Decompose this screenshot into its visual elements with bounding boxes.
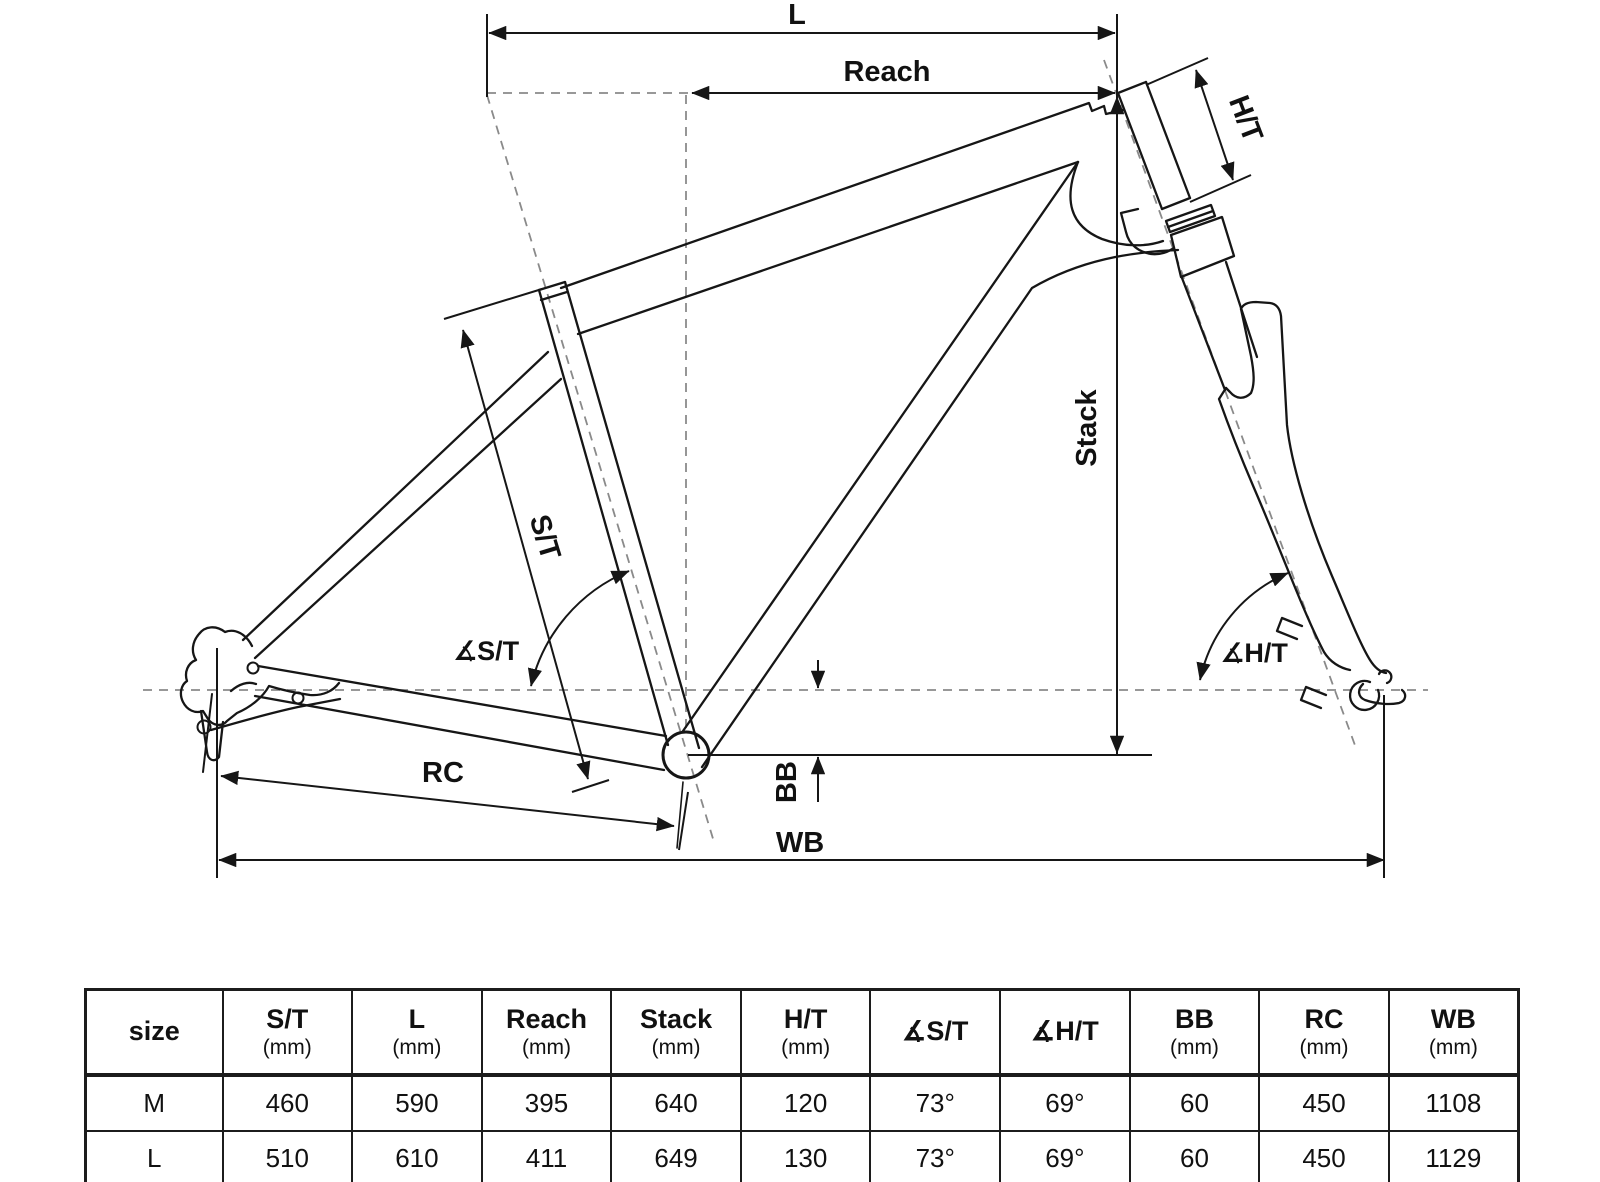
down-tube-upper-edge [683, 162, 1078, 731]
size-cell: M [86, 1075, 223, 1131]
fork-drawing [1121, 205, 1405, 710]
size-cell: L [86, 1131, 223, 1182]
fork-lowers-left-edge [1219, 388, 1350, 670]
label-seat-tube: S/T [522, 511, 567, 564]
label-head-tube-angle: ∡H/T [1220, 638, 1288, 668]
reference-dashed-lines [143, 60, 1428, 842]
col-header-wheelbase: WB (mm) [1389, 990, 1519, 1076]
label-bb-drop: BB [771, 761, 803, 803]
label-top-tube-L: L [788, 0, 806, 31]
fork-lowers-right-edge [1241, 302, 1386, 673]
col-header-size: size [86, 990, 223, 1076]
front-dropout-hook [1350, 681, 1379, 710]
label-reach: Reach [843, 56, 931, 88]
fork-crown [1171, 217, 1234, 277]
seat-tube-axis-dashed-line [487, 95, 714, 842]
label-head-tube: H/T [1222, 91, 1269, 147]
label-rear-center: RC [422, 757, 464, 789]
col-header-stack: Stack (mm) [611, 990, 741, 1076]
col-header-bb-drop: BB (mm) [1130, 990, 1260, 1076]
brake-mount-tab [1301, 687, 1326, 708]
brake-mount-tab [1277, 618, 1302, 639]
table-row-size-l: L 510 610 411 649 130 73° 69° 60 450 1129 [86, 1131, 1519, 1182]
col-header-seat-tube: S/T (mm) [223, 990, 353, 1076]
label-wheelbase: WB [775, 827, 825, 859]
col-header-reach: Reach (mm) [482, 990, 612, 1076]
top-tube-upper-edge [561, 103, 1123, 288]
dim-head-tube [1196, 70, 1233, 180]
chain-stay-upper-edge [258, 666, 666, 736]
col-header-head-tube: H/T (mm) [741, 990, 871, 1076]
seat-stay-upper-edge [243, 352, 548, 640]
col-header-top-tube: L (mm) [352, 990, 482, 1076]
stanchion-left-edge [1182, 278, 1225, 390]
top-tube-lower-edge [578, 162, 1078, 334]
col-header-rear-center: RC (mm) [1259, 990, 1389, 1076]
col-header-head-angle: ∡H/T [1000, 990, 1130, 1076]
col-header-seat-angle: ∡S/T [870, 990, 1000, 1076]
label-seat-tube-angle: ∡S/T [452, 636, 520, 666]
table-row-size-m: M 460 590 395 640 120 73° 69° 60 450 1108 [86, 1075, 1519, 1131]
dimension-lines [217, 14, 1384, 878]
table-header-row [86, 990, 1519, 1076]
geometry-table [84, 988, 1520, 1182]
label-stack: Stack [1071, 389, 1103, 467]
